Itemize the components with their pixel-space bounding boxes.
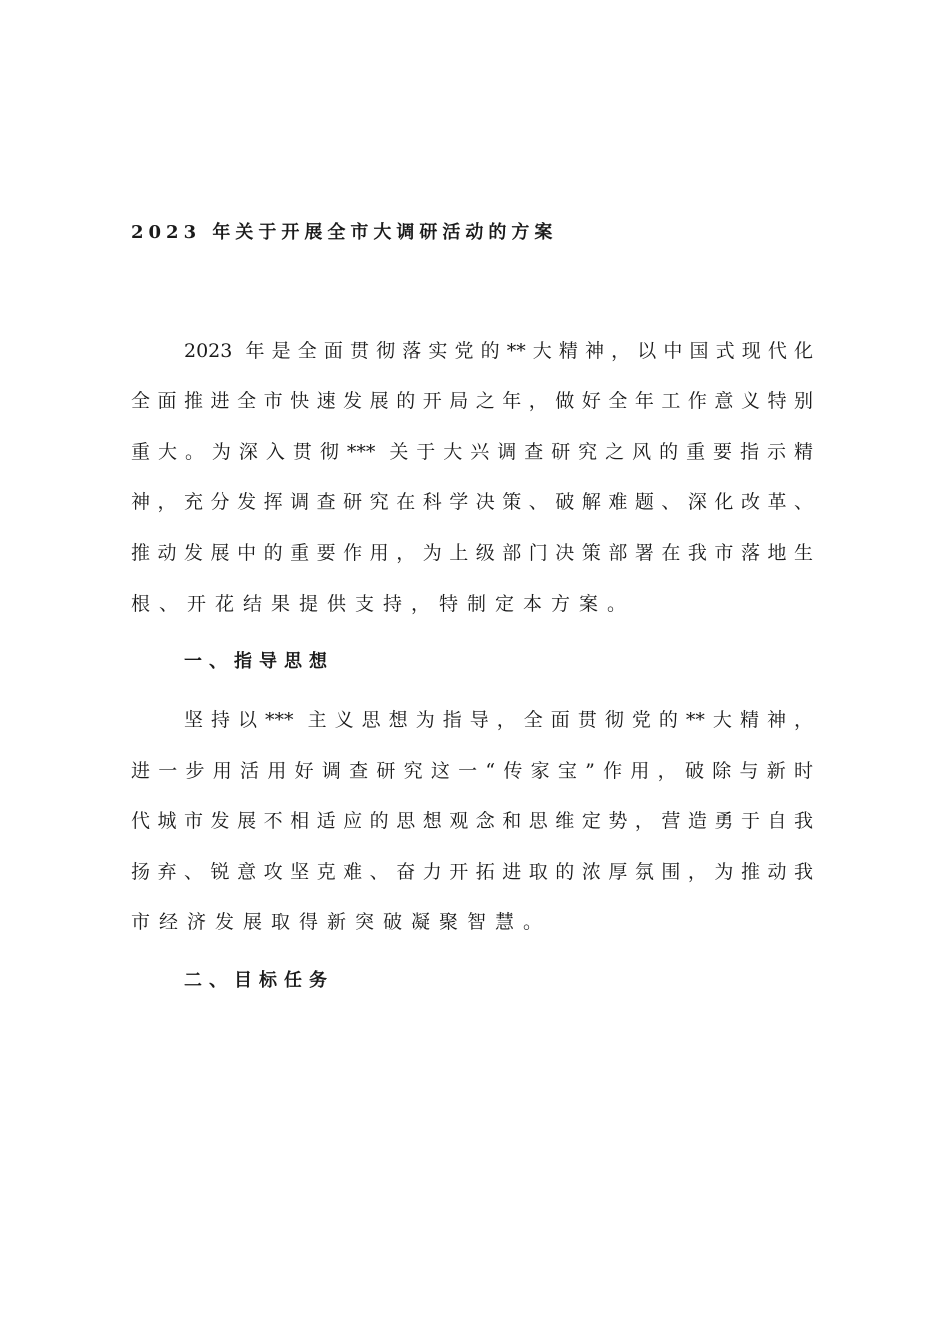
paragraph-line: 推动发展中的重要作用，为上级部门决策部署在我市落地生	[131, 542, 813, 564]
section-heading-guiding-ideology: 一、指导思想	[184, 651, 334, 672]
paragraph-line: 重大。为深入贯彻*** 关于大兴调查研究之风的重要指示精	[131, 441, 813, 463]
paragraph-line: 2023 年是全面贯彻落实党的**大精神，以中国式现代化	[184, 340, 813, 362]
paragraph-line: 代城市发展不相适应的思想观念和思维定势，营造勇于自我	[131, 810, 813, 832]
paragraph-line: 扬弃、锐意攻坚克难、奋力开拓进取的浓厚氛围，为推动我	[131, 861, 813, 883]
document-title: 2023 年关于开展全市大调研活动的方案	[131, 222, 558, 243]
paragraph-line: 市经济发展取得新突破凝聚智慧。	[131, 911, 552, 933]
paragraph-line: 全面推进全市快速发展的开局之年，做好全年工作意义特别	[131, 390, 813, 412]
section-heading-goals-tasks: 二、目标任务	[184, 970, 334, 991]
paragraph-line: 进一步用活用好调查研究这一“传家宝”作用，破除与新时	[131, 760, 813, 782]
paragraph-line: 坚持以*** 主义思想为指导，全面贯彻党的**大精神，	[184, 709, 813, 731]
paragraph-line: 根、开花结果提供支持，特制定本方案。	[131, 593, 636, 615]
paragraph-line: 神，充分发挥调查研究在科学决策、破解难题、深化改革、	[131, 491, 813, 513]
